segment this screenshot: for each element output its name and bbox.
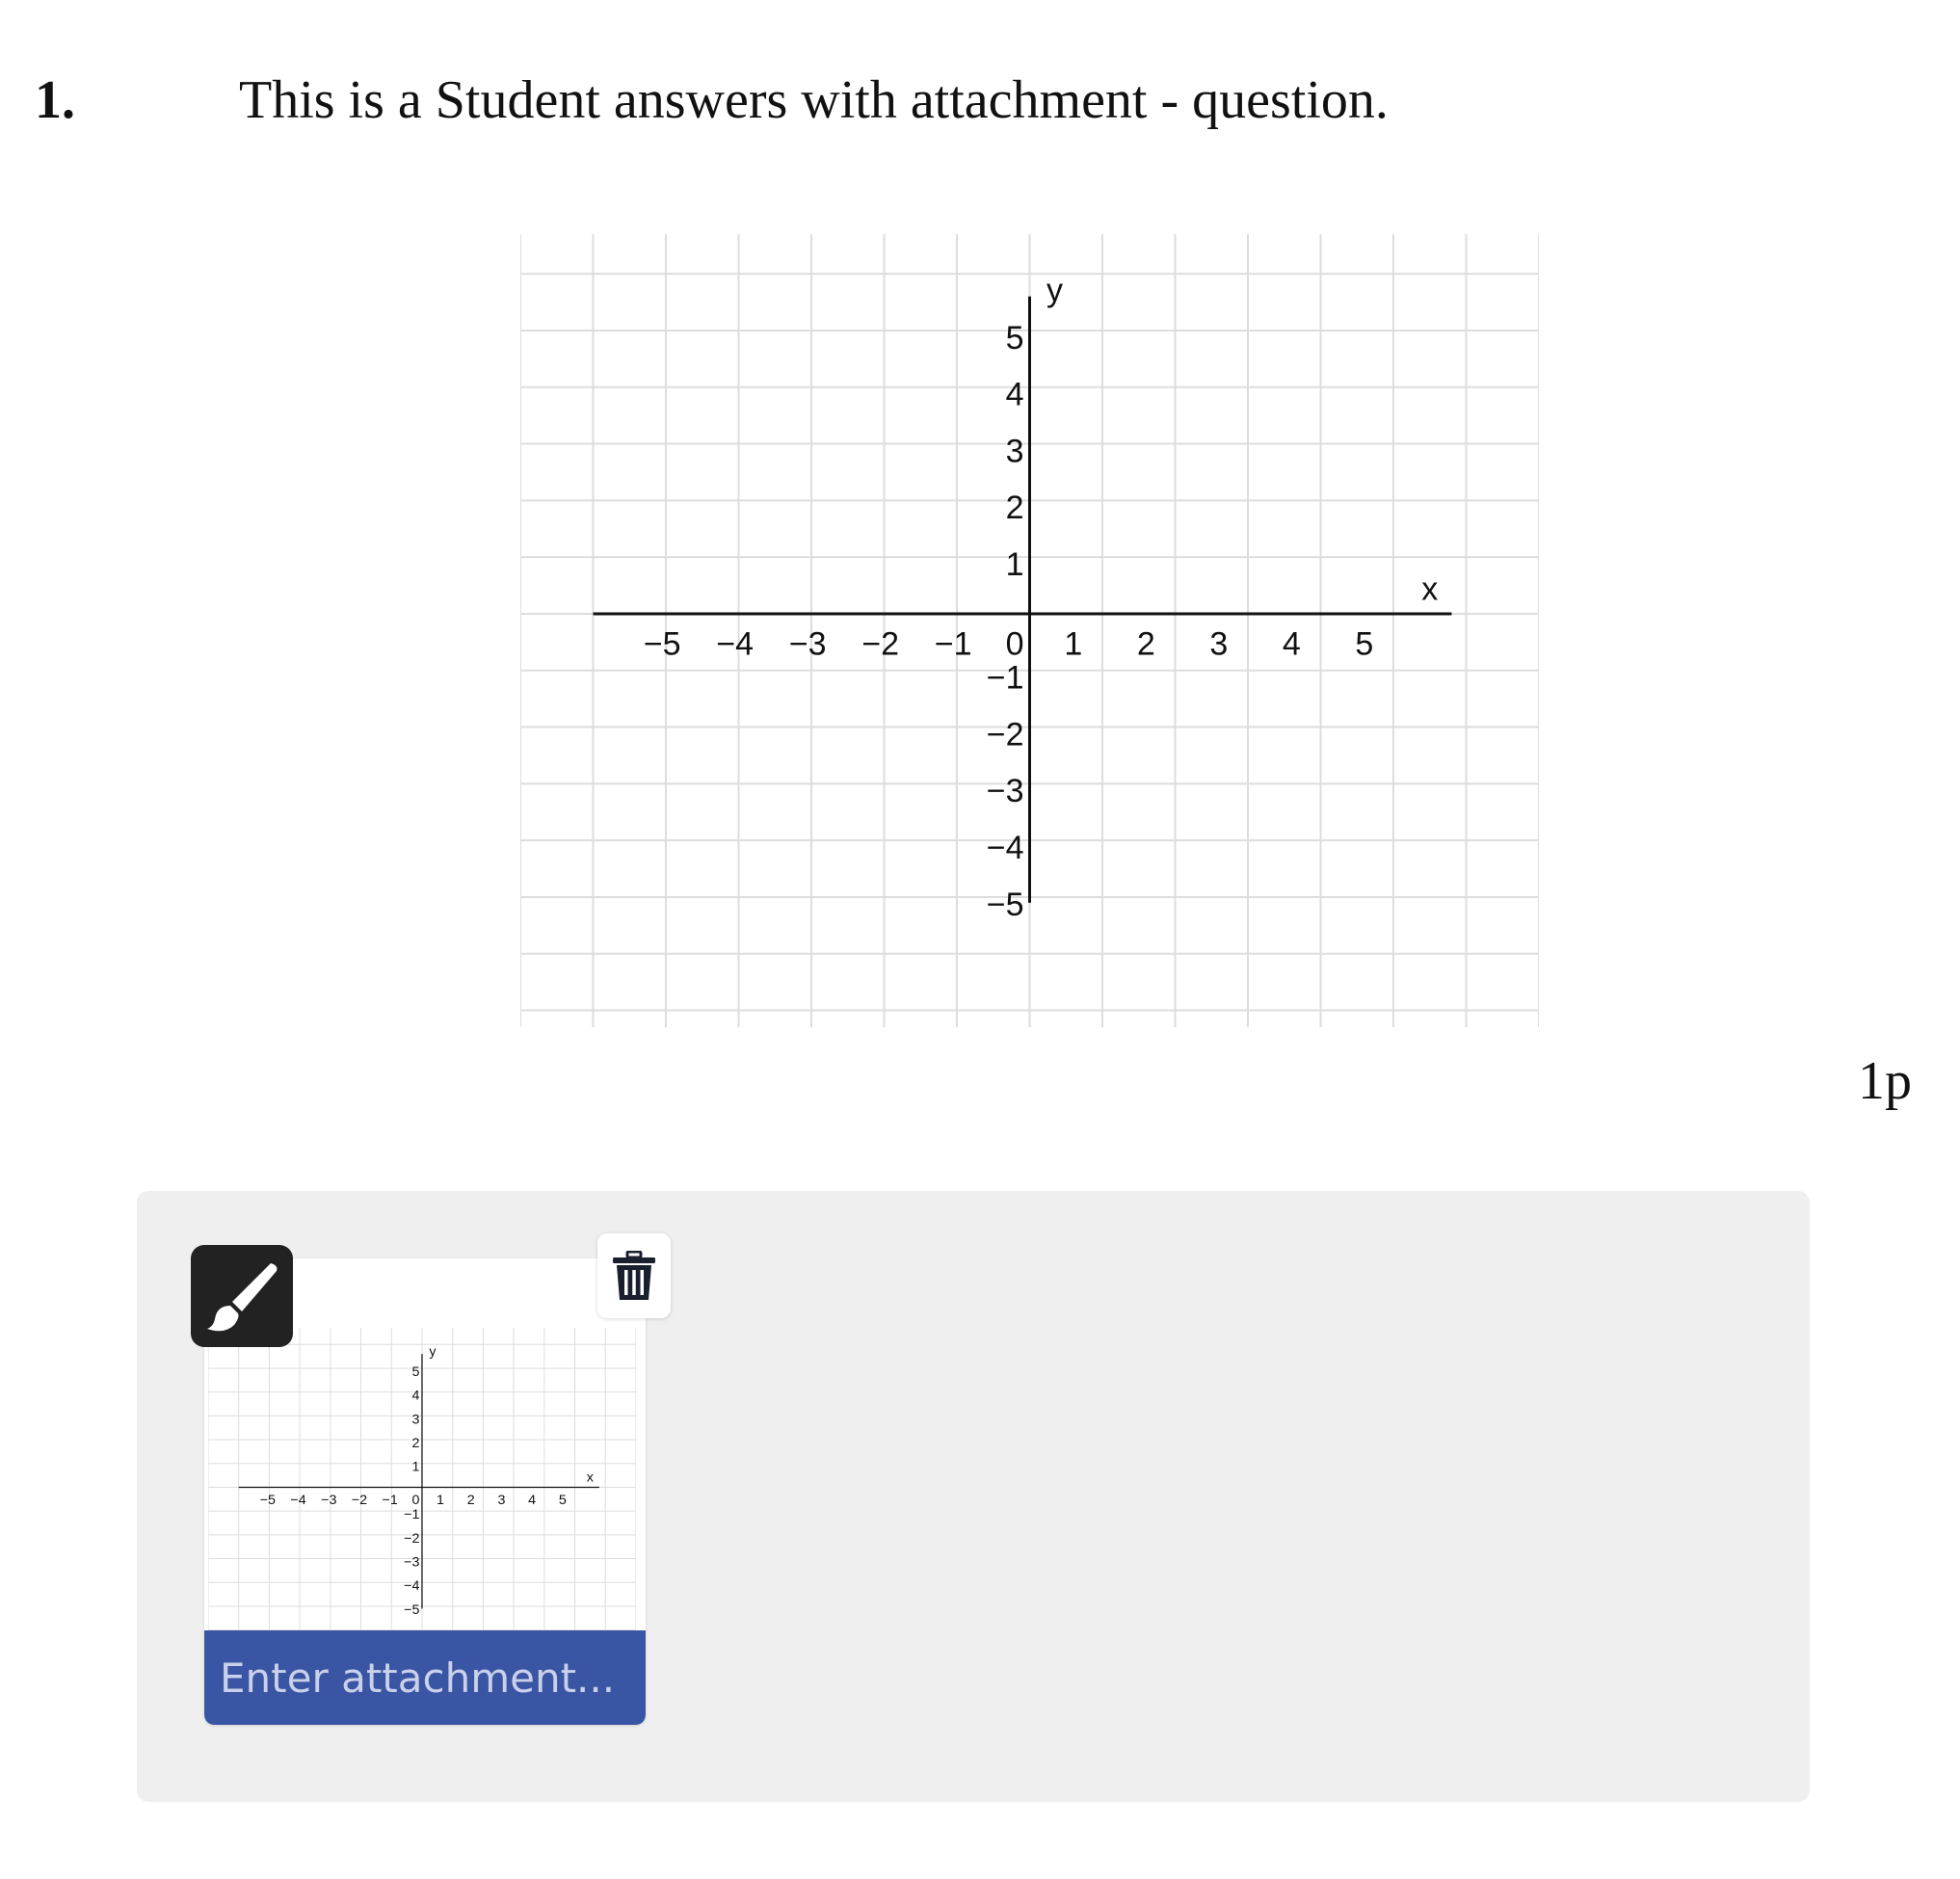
delete-attachment-button[interactable] (597, 1233, 671, 1318)
y-tick-label: 1 (411, 1459, 420, 1475)
y-tick-label: −5 (404, 1601, 420, 1618)
y-tick-label: 4 (1005, 376, 1024, 413)
x-tick-label: 4 (528, 1493, 537, 1509)
y-tick-label: −4 (986, 829, 1024, 866)
y-tick-label: 3 (411, 1412, 420, 1428)
draw-button[interactable] (191, 1245, 293, 1347)
x-tick-label: 3 (1209, 625, 1229, 663)
question-coordinate-grid (520, 234, 1539, 1027)
x-tick-label: −5 (643, 625, 681, 663)
y-tick-label: −1 (404, 1507, 420, 1523)
y-tick-label: −2 (404, 1530, 420, 1547)
question-points: 1p (1858, 1051, 1912, 1111)
attachment-thumbnail (208, 1328, 636, 1661)
answer-area (137, 1191, 1810, 1802)
x-tick-label: −4 (290, 1493, 306, 1509)
x-tick-label: 1 (437, 1493, 444, 1509)
y-axis-label: y (1046, 272, 1063, 309)
x-tick-label: −3 (321, 1493, 337, 1509)
question-figure (520, 234, 1539, 1027)
y-tick-label: −5 (986, 886, 1024, 923)
x-tick-label: 5 (558, 1493, 567, 1509)
x-tick-label: 1 (1064, 625, 1083, 663)
y-tick-label: 2 (1005, 490, 1024, 527)
x-tick-label: −2 (861, 625, 900, 663)
x-tick-label: 4 (1282, 625, 1301, 663)
paintbrush-icon (203, 1257, 280, 1335)
x-tick-label: −4 (716, 625, 755, 663)
x-tick-label: −2 (351, 1493, 368, 1509)
x-tick-label: −1 (382, 1493, 398, 1509)
x-axis-label: x (586, 1469, 594, 1486)
x-tick-label: −5 (259, 1493, 276, 1509)
thumbnail-coordinate-grid (208, 1328, 636, 1661)
x-axis-label: x (1421, 570, 1439, 608)
y-tick-label: 0 (411, 1493, 420, 1509)
y-tick-label: −3 (404, 1554, 420, 1571)
x-tick-label: −3 (788, 625, 827, 663)
x-tick-label: 2 (1136, 625, 1155, 663)
question-number: 1. (35, 70, 75, 130)
y-tick-label: 2 (411, 1435, 420, 1451)
question-text: This is a Student answers with attachment - question. (239, 70, 1389, 130)
y-tick-label: −1 (986, 659, 1024, 697)
y-tick-label: 4 (411, 1388, 420, 1404)
x-tick-label: 2 (466, 1493, 475, 1509)
y-tick-label: 0 (1005, 625, 1024, 663)
trash-icon (612, 1251, 656, 1301)
y-axis-label: y (429, 1344, 437, 1361)
attachment-name-input[interactable] (204, 1630, 646, 1725)
y-tick-label: −2 (986, 716, 1024, 754)
x-tick-label: 5 (1355, 625, 1374, 663)
y-tick-label: −4 (404, 1578, 420, 1595)
x-tick-label: −1 (934, 625, 972, 663)
x-tick-label: 3 (497, 1493, 506, 1509)
y-tick-label: −3 (986, 773, 1024, 810)
y-tick-label: 3 (1005, 433, 1024, 470)
y-tick-label: 5 (1005, 319, 1024, 357)
y-tick-label: 5 (411, 1363, 420, 1380)
y-tick-label: 1 (1005, 545, 1024, 583)
